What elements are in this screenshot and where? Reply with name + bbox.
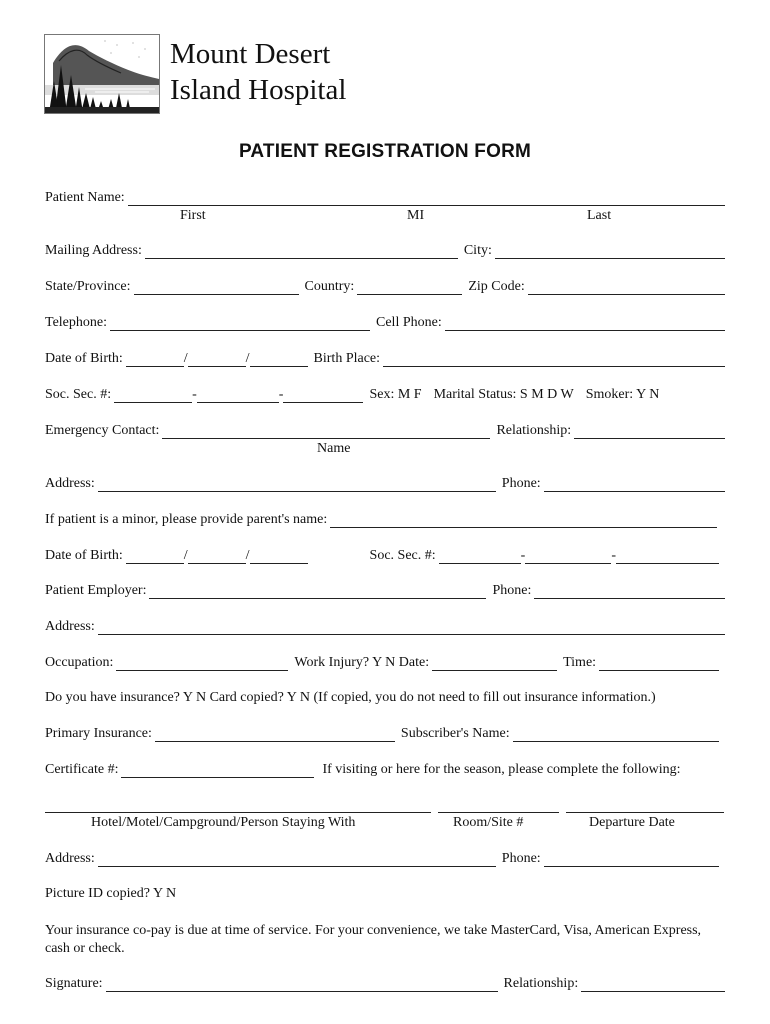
insurance-question[interactable]: Do you have insurance? Y N Card copied? Y N (If copied, you do not need to fill out insurance information.) — [45, 690, 656, 705]
lodging-room-field[interactable] — [438, 812, 559, 813]
employer-field[interactable] — [149, 585, 486, 599]
mailing-address-row — [45, 243, 725, 259]
signature-relationship-label: Relationship: — [503, 976, 579, 991]
minor-dob-label: Date of Birth: — [45, 548, 123, 563]
occupation-row — [45, 655, 725, 671]
ssn-part2-field[interactable] — [197, 389, 279, 403]
work-injury-label: Work Injury? Y N Date: — [294, 655, 430, 670]
visiting-note: If visiting or here for the season, please complete the following: — [322, 762, 681, 777]
state-field[interactable] — [134, 281, 299, 295]
parent-name-label: If patient is a minor, please provide parent's name: — [45, 512, 328, 527]
patient-name-label: Patient Name: — [45, 190, 125, 205]
employer-label: Patient Employer: — [45, 583, 147, 598]
hospital-logo — [44, 34, 160, 114]
lodging-hotel-caption: Hotel/Motel/Campground/Person Staying With — [91, 815, 356, 830]
occupation-field[interactable] — [116, 657, 288, 671]
emergency-relationship-field[interactable] — [574, 425, 725, 439]
minor-dob-slash: / — [183, 548, 188, 563]
lodging-address-row — [45, 851, 725, 867]
hospital-name-line1: Mount Desert — [170, 38, 331, 70]
mailing-address-label: Mailing Address: — [45, 243, 142, 258]
signature-label: Signature: — [45, 976, 103, 991]
ssn-label: Soc. Sec. #: — [45, 387, 112, 402]
city-field[interactable] — [495, 245, 725, 259]
form-title: PATIENT REGISTRATION FORM — [238, 141, 532, 162]
city-label: City: — [463, 243, 492, 258]
ssn-row — [45, 387, 725, 403]
signature-relationship-field[interactable] — [581, 978, 725, 992]
lodging-address-field[interactable] — [98, 853, 496, 867]
marital-status-options[interactable]: Marital Status: S M D W — [433, 387, 574, 402]
occupation-label: Occupation: — [45, 655, 114, 670]
birth-place-field[interactable] — [383, 353, 725, 367]
zip-field[interactable] — [528, 281, 725, 295]
cell-phone-label: Cell Phone: — [376, 315, 442, 330]
signature-row — [45, 976, 725, 992]
patient-name-row — [45, 190, 725, 206]
picture-id-options[interactable]: Picture ID copied? Y N — [45, 886, 177, 901]
parent-name-row — [45, 512, 725, 528]
minor-dob-slash: / — [245, 548, 250, 563]
emergency-contact-row — [45, 423, 725, 439]
certificate-field[interactable] — [121, 764, 314, 778]
dob-row — [45, 351, 725, 367]
emergency-address-field[interactable] — [98, 478, 496, 492]
minor-dob-year-field[interactable] — [250, 550, 308, 564]
emergency-relationship-label: Relationship: — [496, 423, 572, 438]
subscriber-name-label: Subscriber's Name: — [400, 726, 510, 741]
minor-ssn-part3-field[interactable] — [616, 550, 719, 564]
ssn-part3-field[interactable] — [283, 389, 363, 403]
time-field[interactable] — [599, 657, 719, 671]
emergency-name-caption: Name — [317, 441, 351, 456]
country-field[interactable] — [357, 281, 462, 295]
dob-slash: / — [245, 351, 250, 366]
minor-dob-row — [45, 548, 725, 564]
work-injury-date-field[interactable] — [432, 657, 557, 671]
subscriber-name-field[interactable] — [513, 728, 719, 742]
employer-address-row — [45, 619, 725, 635]
emergency-phone-label: Phone: — [501, 476, 541, 491]
emergency-contact-label: Emergency Contact: — [45, 423, 160, 438]
minor-ssn-dash: - — [520, 548, 526, 563]
hospital-name-line2: Island Hospital — [170, 74, 347, 106]
minor-ssn-part1-field[interactable] — [439, 550, 521, 564]
picture-id-row — [45, 886, 725, 902]
lodging-departure-caption: Departure Date — [589, 815, 675, 830]
lodging-phone-label: Phone: — [501, 851, 541, 866]
signature-field[interactable] — [106, 978, 498, 992]
employer-row — [45, 583, 725, 599]
primary-insurance-row — [45, 726, 725, 742]
certificate-row — [45, 762, 725, 778]
country-label: Country: — [304, 279, 355, 294]
emergency-contact-field[interactable] — [162, 425, 490, 439]
cell-phone-field[interactable] — [445, 317, 725, 331]
smoker-options[interactable]: Smoker: Y N — [585, 387, 660, 402]
dob-month-field[interactable] — [126, 353, 184, 367]
dob-day-field[interactable] — [188, 353, 246, 367]
ssn-part1-field[interactable] — [114, 389, 192, 403]
minor-ssn-dash: - — [611, 548, 616, 563]
lodging-address-label: Address: — [45, 851, 95, 866]
patient-name-mi-caption: MI — [407, 208, 425, 223]
employer-phone-label: Phone: — [492, 583, 532, 598]
minor-dob-day-field[interactable] — [188, 550, 246, 564]
telephone-field[interactable] — [110, 317, 370, 331]
dob-label: Date of Birth: — [45, 351, 123, 366]
sex-options[interactable]: Sex: M F — [369, 387, 422, 402]
mailing-address-field[interactable] — [145, 245, 458, 259]
telephone-label: Telephone: — [45, 315, 107, 330]
minor-ssn-part2-field[interactable] — [525, 550, 611, 564]
dob-year-field[interactable] — [250, 353, 308, 367]
patient-name-field[interactable] — [128, 192, 725, 206]
lodging-room-caption: Room/Site # — [453, 815, 524, 830]
employer-phone-field[interactable] — [534, 585, 725, 599]
employer-address-label: Address: — [45, 619, 95, 634]
insurance-question-row — [45, 690, 725, 706]
minor-dob-month-field[interactable] — [126, 550, 184, 564]
primary-insurance-field[interactable] — [155, 728, 395, 742]
lodging-hotel-field[interactable] — [45, 812, 431, 813]
emergency-address-row — [45, 476, 725, 492]
employer-address-field[interactable] — [98, 621, 725, 635]
certificate-label: Certificate #: — [45, 762, 119, 777]
hospital-name — [170, 36, 346, 108]
ssn-dash: - — [192, 387, 197, 402]
dob-slash: / — [183, 351, 188, 366]
zip-label: Zip Code: — [468, 279, 525, 294]
patient-name-last-caption: Last — [587, 208, 612, 223]
state-country-zip-row — [45, 279, 725, 295]
birth-place-label: Birth Place: — [313, 351, 381, 366]
telephone-row — [45, 315, 725, 331]
minor-ssn-label: Soc. Sec. #: — [369, 548, 436, 563]
emergency-address-label: Address: — [45, 476, 95, 491]
state-label: State/Province: — [45, 279, 131, 294]
primary-insurance-label: Primary Insurance: — [45, 726, 152, 741]
lodging-phone-field[interactable] — [544, 853, 719, 867]
ssn-dash: - — [278, 387, 284, 402]
parent-name-field[interactable] — [330, 514, 717, 528]
time-label: Time: — [563, 655, 597, 670]
copay-note: Your insurance co-pay is due at time of service. For your convenience, we take MasterCard, Visa, American Express, cash or check. — [45, 923, 702, 956]
patient-name-first-caption: First — [180, 208, 206, 223]
lodging-departure-field[interactable] — [566, 812, 724, 813]
emergency-phone-field[interactable] — [544, 478, 725, 492]
landscape-logo-icon — [45, 35, 159, 113]
